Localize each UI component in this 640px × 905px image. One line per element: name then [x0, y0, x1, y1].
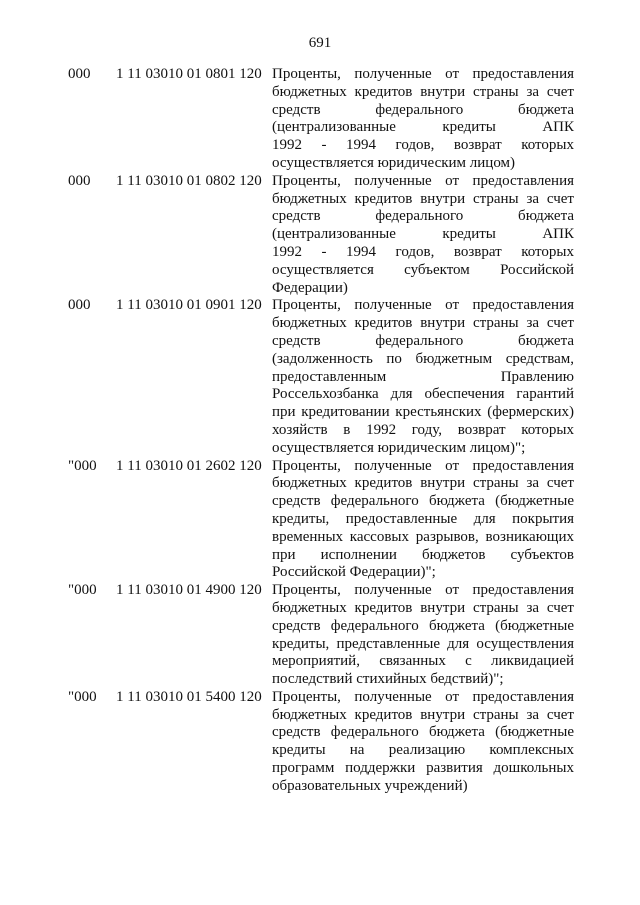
description-line: бюджетных кредитов внутри страны за счет	[272, 190, 574, 207]
budget-classification-code: 1 11 03010 01 0801 120	[116, 66, 262, 82]
income-description	[272, 66, 574, 173]
description-line: (централизованные кредиты АПК	[272, 119, 574, 136]
description-line: средств федерального бюджета (бюджетные	[272, 617, 574, 634]
description-line: временных кассовых разрывов, возникающих	[272, 528, 574, 545]
income-description	[272, 173, 574, 298]
budget-classification-code: 1 11 03010 01 4900 120	[116, 582, 262, 599]
income-description	[272, 582, 574, 689]
entry-row	[68, 66, 578, 173]
entry-row	[68, 458, 578, 583]
description-line: кредиты, предоставленные для покрытия	[272, 510, 574, 527]
income-description	[272, 458, 574, 583]
description-line: Проценты, полученные от предоставления	[272, 66, 574, 82]
description-line: средств федерального бюджета	[272, 101, 574, 118]
description-line: Федерации)	[272, 279, 348, 296]
description-line: Российской Федерации)";	[272, 564, 436, 581]
entry-row	[68, 689, 578, 796]
description-line: средств федерального бюджета (бюджетные	[272, 724, 574, 741]
budget-classification-code: 1 11 03010 01 5400 120	[116, 688, 262, 705]
entry-row	[68, 297, 578, 457]
admin-code: "000	[68, 457, 97, 474]
admin-code: "000	[68, 582, 97, 599]
entries-list	[68, 66, 578, 796]
description-line: (задолженность по бюджетным средствам,	[272, 350, 574, 367]
description-line: средств федерального бюджета (бюджетные	[272, 493, 574, 510]
description-line: при кредитовании крестьянских (фермерских)	[272, 404, 574, 421]
description-line: бюджетных кредитов внутри страны за счет	[272, 475, 574, 492]
income-description	[272, 297, 574, 457]
description-line: Проценты, полученные от предоставления	[272, 297, 574, 314]
budget-classification-code: 1 11 03010 01 0802 120	[116, 172, 262, 189]
description-line: последствий стихийных бедствий)";	[272, 671, 504, 688]
admin-code: 000	[68, 297, 91, 314]
entry-row	[68, 173, 578, 298]
description-line: мероприятий, связанных с ликвидацией	[272, 653, 574, 670]
description-line: (централизованные кредиты АПК	[272, 226, 574, 243]
description-line: Проценты, полученные от предоставления	[272, 457, 574, 474]
description-line: при исполнении бюджетов субъектов	[272, 546, 574, 563]
description-line: кредиты, представленные для осуществления	[272, 635, 574, 652]
budget-classification-code: 1 11 03010 01 2602 120	[116, 457, 262, 474]
admin-code: "000	[68, 688, 97, 705]
income-description	[272, 689, 574, 796]
admin-code: 000	[68, 172, 91, 189]
description-line: осуществляется юридическим лицом)";	[272, 439, 526, 456]
description-line: образовательных учреждений)	[272, 777, 468, 794]
admin-code: 000	[68, 66, 91, 82]
description-line: осуществляется юридическим лицом)	[272, 154, 516, 171]
page-number: 691	[308, 35, 332, 51]
description-line: Россельхозбанка для обеспечения гарантий	[272, 386, 574, 403]
description-line: бюджетных кредитов внутри страны за счет	[272, 706, 574, 723]
description-line: Проценты, полученные от предоставления	[272, 688, 574, 705]
description-line: средств федерального бюджета	[272, 208, 574, 225]
description-line: 1992 - 1994 годов, возврат которых	[272, 137, 574, 154]
description-line: Проценты, полученные от предоставления	[272, 582, 574, 599]
description-line: средств федерального бюджета	[272, 332, 574, 349]
description-line: хозяйств в 1992 году, возврат которых	[272, 421, 574, 438]
budget-classification-code: 1 11 03010 01 0901 120	[116, 297, 262, 314]
entry-row	[68, 582, 578, 689]
description-line: 1992 - 1994 годов, возврат которых	[272, 243, 574, 260]
description-line: Проценты, полученные от предоставления	[272, 172, 574, 189]
description-line: предоставленным Правлению	[272, 368, 574, 385]
description-line: бюджетных кредитов внутри страны за счет	[272, 315, 574, 332]
description-line: кредиты на реализацию комплексных	[272, 742, 574, 759]
description-line: бюджетных кредитов внутри страны за счет	[272, 83, 574, 100]
description-line: осуществляется субъектом Российской	[272, 261, 574, 278]
description-line: программ поддержки развития дошкольных	[272, 760, 574, 777]
description-line: бюджетных кредитов внутри страны за счет	[272, 599, 574, 616]
